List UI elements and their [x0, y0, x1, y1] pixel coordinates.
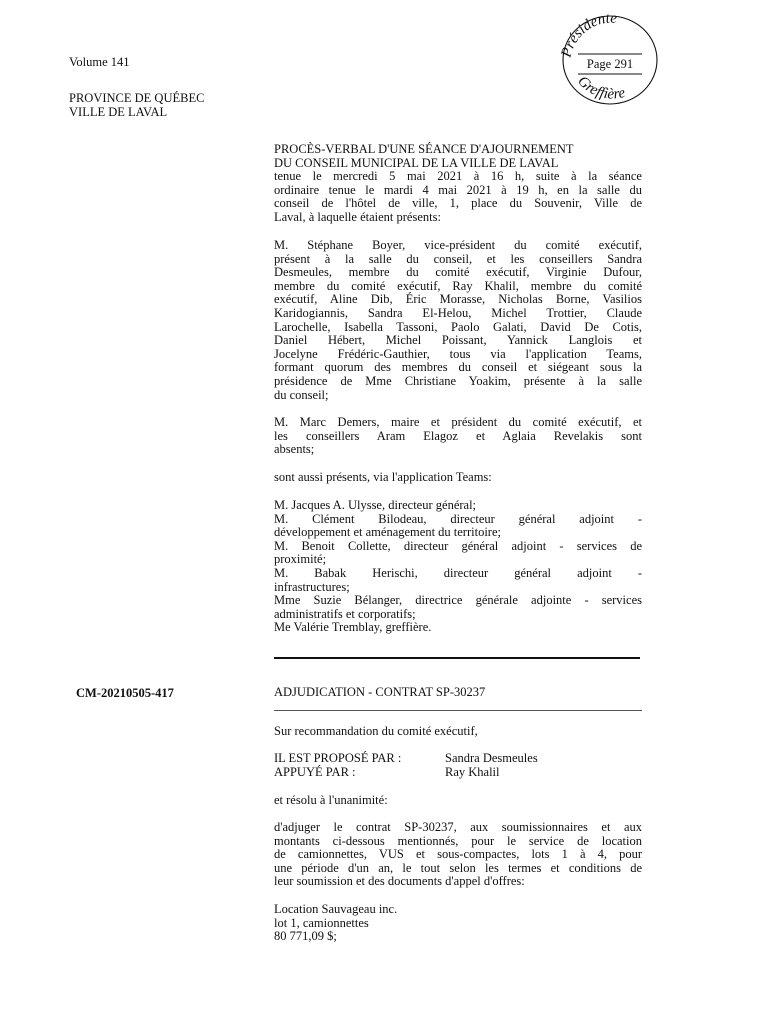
award-block [274, 903, 642, 944]
officials-list [274, 499, 642, 635]
present-line: Jocelyne Frédéric-Gauthier, tous via l'application Teams, [274, 346, 642, 361]
present-paragraph [274, 239, 642, 402]
official-line: Mme Suzie Bélanger, directrice générale adjointe - services [274, 593, 642, 608]
present-line: Daniel Hébert, Michel Poissant, Yannick Langlois et [274, 333, 642, 348]
present-line: présent à la salle du conseil, et les conseillers Sandra [274, 251, 642, 266]
award-amount: 80 771,09 $; [274, 929, 337, 944]
intro-line: ordinaire tenue le mardi 4 mai 2021 à 19 h, en la salle du [274, 182, 642, 197]
official-line: administratifs et corporatifs; [274, 606, 416, 621]
official-line: M. Babak Herischi, directeur général adjoint - [274, 565, 642, 580]
resolution-number: CM-20210505-417 [76, 686, 174, 700]
present-line: Desmeules, membre du comité exécutif, Virginie Dufour, [274, 265, 642, 280]
absent-paragraph [274, 416, 642, 457]
resolution-title: ADJUDICATION - CONTRAT SP-30237 [274, 685, 486, 699]
proposed-label: IL EST PROPOSÉ PAR : [274, 751, 402, 765]
body-line: montants ci-dessous mentionnés, pour le service de location [274, 833, 642, 848]
official-line: développement et aménagement du territoire; [274, 525, 501, 540]
intro-line: tenue le mercredi 5 mai 2021 à 16 h, suite à la séance [274, 169, 642, 184]
present-line: du conseil; [274, 387, 329, 402]
body-line: une période d'un an, le tout selon les termes et conditions de [274, 860, 642, 875]
proposed-by: Sandra Desmeules [445, 751, 538, 765]
body-line: leur soumission et des documents d'appel d'offres: [274, 874, 525, 889]
motion-block [274, 752, 642, 780]
absent-line: absents; [274, 442, 315, 457]
body-line: d'adjuger le contrat SP-30237, aux soumissionnaires et aux [274, 820, 642, 834]
document-title: PROCÈS-VERBAL D'UNE SÉANCE D'AJOURNEMENT [274, 142, 574, 156]
official-line: Me Valérie Tremblay, greffière. [274, 620, 432, 635]
page-number: Page 291 [586, 57, 634, 71]
present-line: Larochelle, Isabella Tassoni, Paolo Galati, David De Cotis, [274, 319, 642, 334]
recommendation-text: Sur recommandation du comité exécutif, [274, 724, 478, 738]
vendor-name: Location Sauvageau inc. [274, 902, 398, 916]
signature-stamp [556, 8, 664, 108]
stamp-top-text: Présidente [558, 10, 618, 60]
present-line: présidence de Mme Christiane Yoakim, présente à la salle [274, 373, 642, 388]
seconded-by: Ray Khalil [445, 765, 500, 779]
province-label: PROVINCE DE QUÉBEC [69, 91, 205, 105]
present-line: M. Stéphane Boyer, vice-président du comité exécutif, [274, 238, 642, 252]
city-label: VILLE DE LAVAL [69, 105, 168, 119]
official-line: M. Benoit Collette, directeur général adjoint - services de [274, 538, 642, 553]
present-line: exécutif, Aline Dib, Éric Morasse, Nicholas Borne, Vasilios [274, 292, 642, 307]
document-title-2: DU CONSEIL MUNICIPAL DE LA VILLE DE LAVAL [274, 155, 559, 170]
lot-description: lot 1, camionnettes [274, 915, 369, 930]
section-divider [274, 657, 640, 659]
resolution-body [274, 821, 642, 889]
title-underline [274, 710, 642, 711]
official-line: infrastructures; [274, 579, 350, 594]
absent-line: les conseillers Aram Elagoz et Aglaia Revelakis sont [274, 428, 642, 443]
intro-block [274, 143, 642, 225]
present-line: Karidogiannis, Sandra El-Helou, Michel Trottier, Claude [274, 305, 642, 320]
present-line: membre du comité exécutif, Ray Khalil, membre du comité [274, 278, 642, 293]
intro-line: conseil de l'hôtel de ville, 1, place du Souvenir, Ville de [274, 196, 642, 211]
present-line: formant quorum des membres du conseil et siégeant sous la [274, 360, 642, 375]
unanimity-text: et résolu à l'unanimité: [274, 793, 388, 807]
seconded-label: APPUYÉ PAR : [274, 765, 356, 779]
intro-line: Laval, à laquelle étaient présents: [274, 209, 441, 224]
absent-line: M. Marc Demers, maire et président du comité exécutif, et [274, 415, 642, 429]
official-line: M. Clément Bilodeau, directeur général adjoint - [274, 511, 642, 526]
volume-label: Volume 141 [69, 55, 130, 69]
stamp-bottom-text: Greffière [574, 73, 627, 103]
official-line: M. Jacques A. Ulysse, directeur général; [274, 498, 477, 512]
also-present-intro: sont aussi présents, via l'application Teams: [274, 470, 492, 484]
body-line: de camionnettes, VUS et sous-compactes, lots 1 à 4, pour [274, 847, 642, 862]
official-line: proximité; [274, 552, 327, 567]
